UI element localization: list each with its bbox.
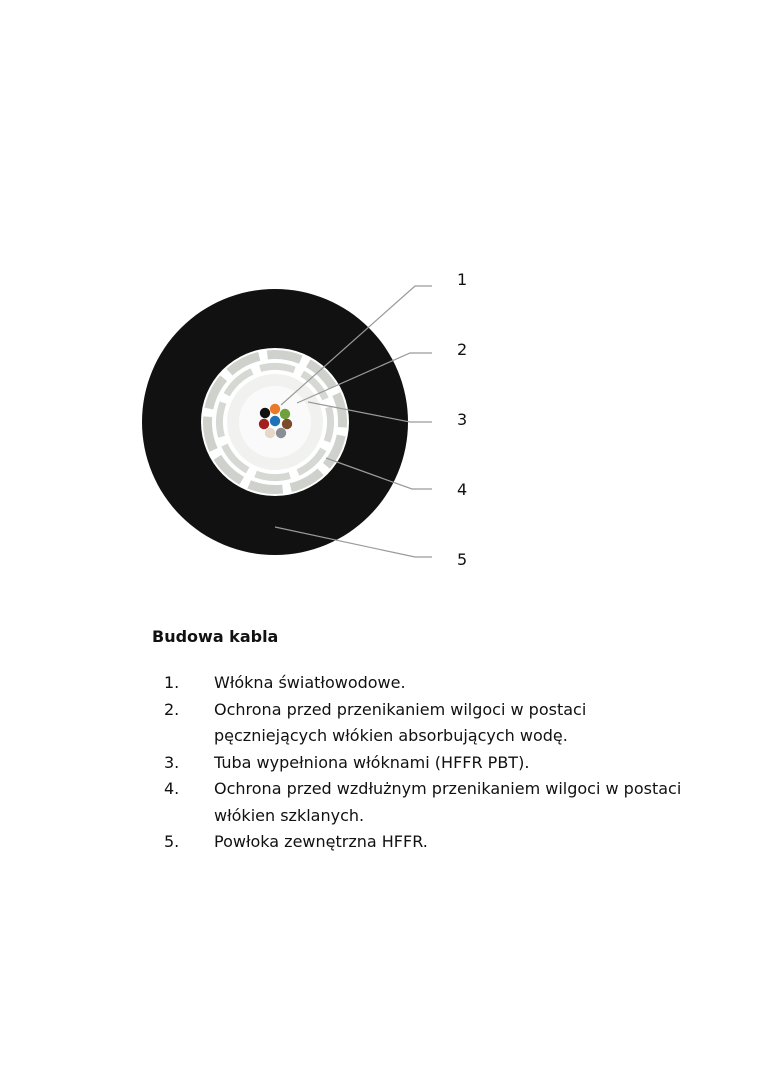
fiber-beige (265, 428, 275, 438)
legend-item-text: Tuba wypełniona włóknami (HFFR PBT). (214, 752, 530, 772)
legend-item-number: 3. (164, 752, 180, 772)
legend-item-text: Ochrona przed przenikaniem wilgoci w postaci pęczniejących włókien absorbujących wodę. (214, 699, 587, 745)
fiber-brown (282, 419, 292, 429)
callout-3: 3 (457, 410, 468, 429)
callout-2: 2 (457, 340, 468, 359)
legend-item-number: 4. (164, 779, 180, 798)
legend-item-number: 5. (164, 832, 180, 851)
legend-item (152, 829, 692, 856)
fiber-orange (270, 404, 280, 414)
legend-item (152, 750, 692, 777)
legend-item-text: Włókna światłowodowe. (214, 673, 406, 692)
legend-item-number: 1. (164, 673, 180, 692)
fiber-red (259, 419, 269, 429)
legend-item-text: Ochrona przed wzdłużnym przenikaniem wilgoci w postaci włókien szklanych. (214, 779, 682, 825)
legend-item-text: Powłoka zewnętrzna HFFR. (214, 832, 428, 851)
legend-title: Budowa kabla (152, 627, 279, 646)
legend-item (152, 670, 692, 697)
fiber-green (280, 409, 290, 419)
legend-item-number: 2. (164, 699, 180, 719)
legend-list (152, 670, 692, 856)
callout-5: 5 (457, 550, 468, 569)
callout-1: 1 (457, 270, 468, 289)
fiber-gray (276, 428, 286, 438)
fiber-black (260, 408, 270, 418)
callout-4: 4 (457, 480, 468, 499)
legend-item (152, 697, 692, 750)
legend-item (152, 776, 692, 829)
fiber-blue (270, 416, 280, 426)
